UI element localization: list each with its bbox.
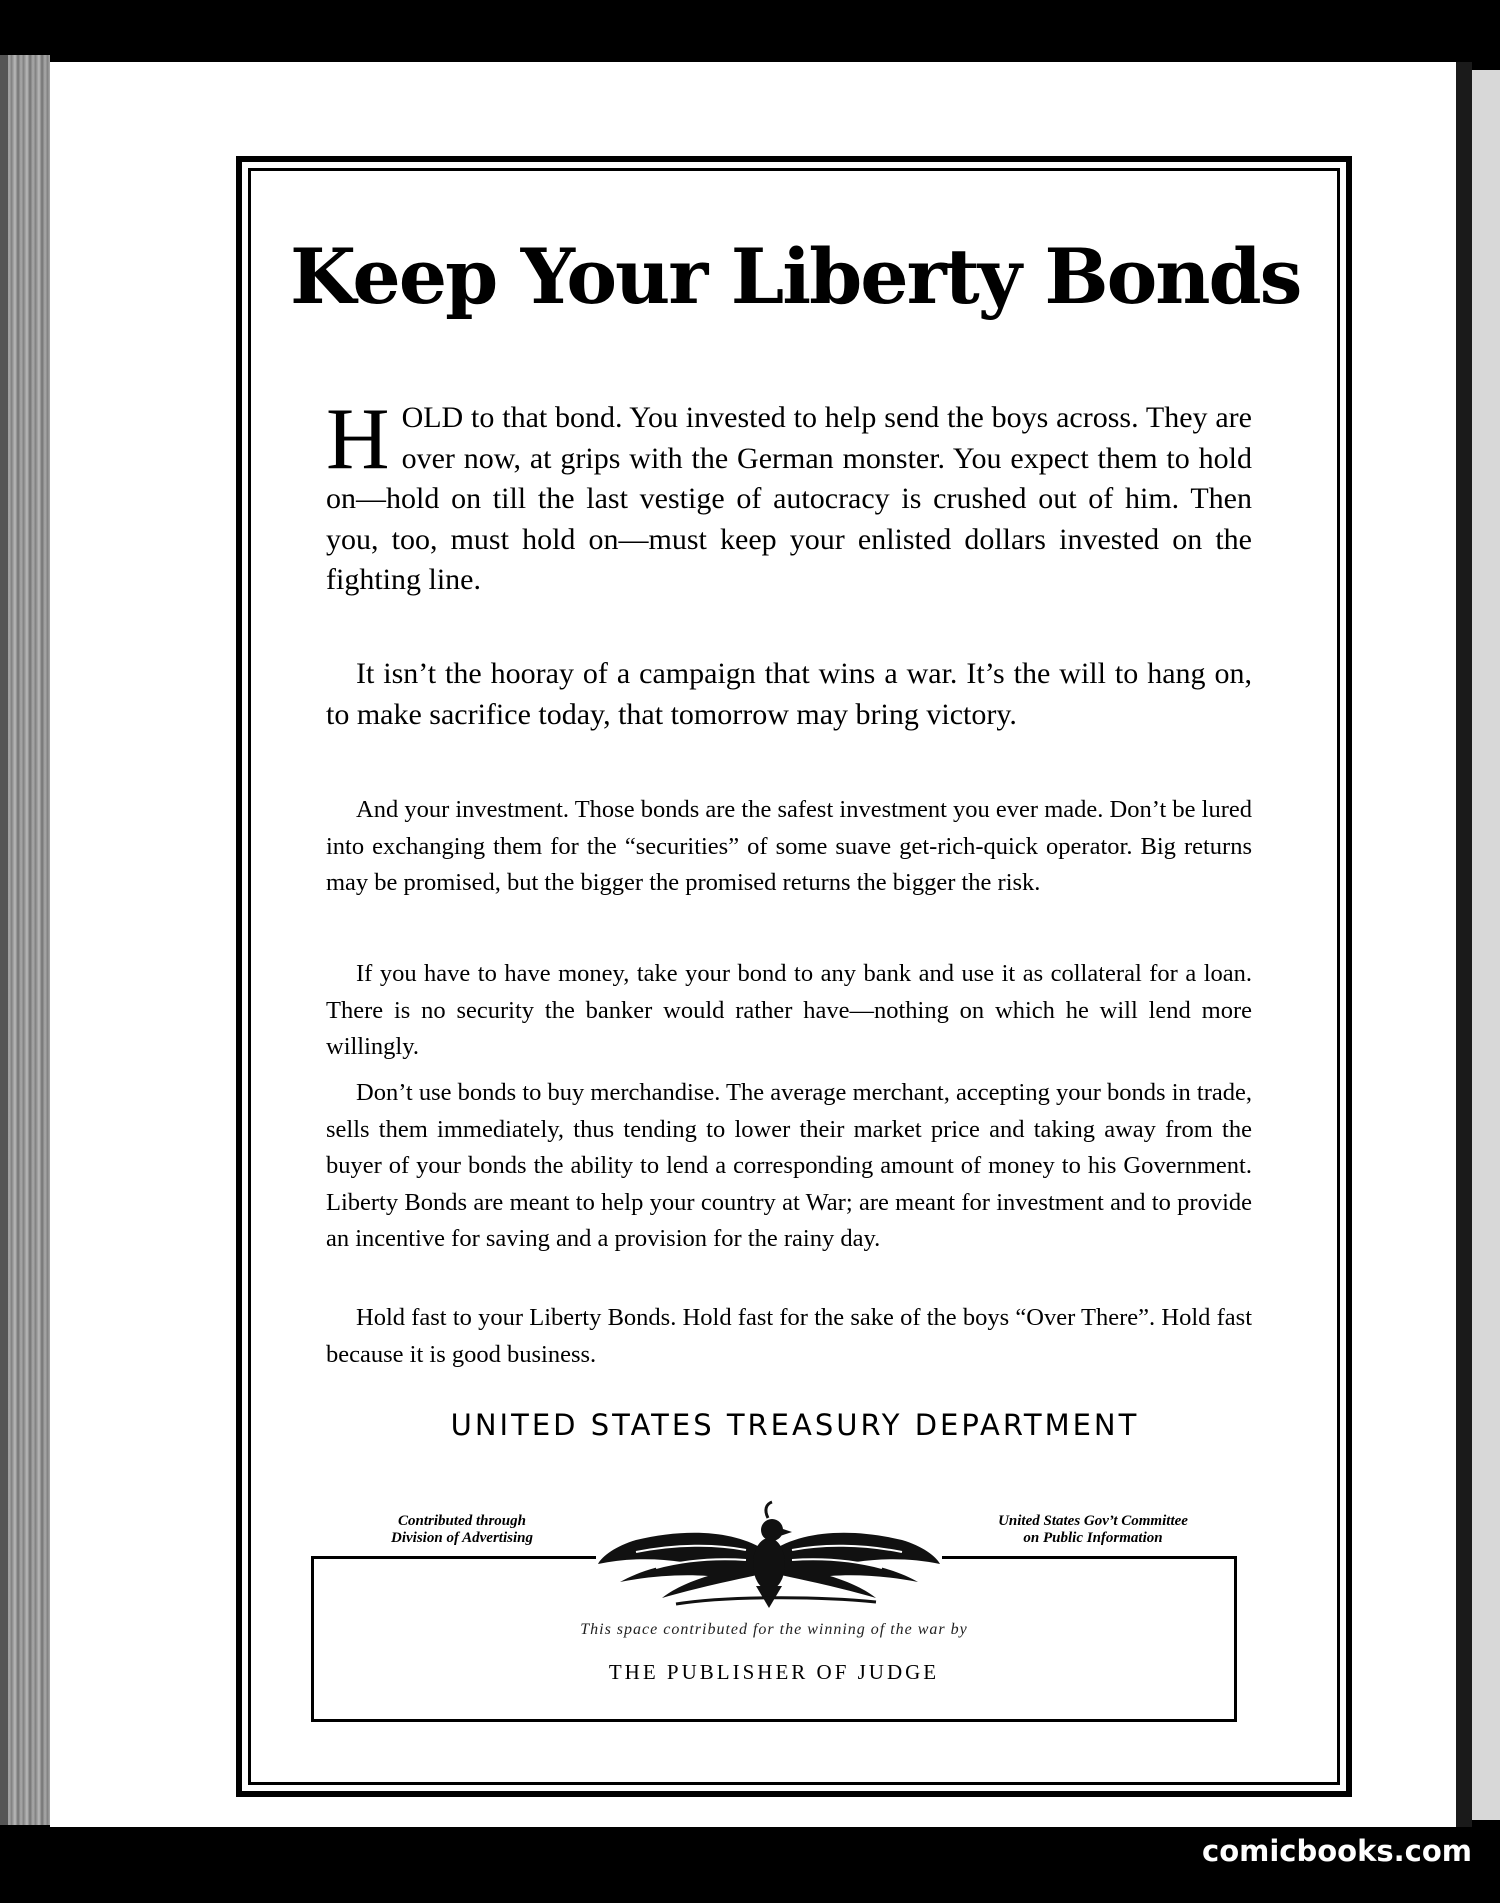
- credit-left-line-2: Division of Advertising: [391, 1530, 533, 1546]
- paragraph-3: And your investment. Those bonds are the safest investment you ever made. Don’t be lured into exchanging them for the “securities” of some suave get-rich-quick operator. Big returns may be promised, but the bigger the promised returns the bigger the risk.: [326, 796, 1252, 896]
- paragraph-1-text: OLD to that bond. You invested to help send the boys across. They are over now, at grips with the German monster. You expect them to hold on—hold on till the last vestige of autocracy is crushed out of him. Then you, too, must hold on—must keep your enlisted dollars invested on the fighting line.: [326, 401, 1252, 596]
- footer-publisher: THE PUBLISHER OF JUDGE: [608, 1660, 940, 1684]
- paragraph-5: Don’t use bonds to buy merchandise. The average merchant, accepting your bonds in trade, sells them immediately, thus tending to lower their market price and taking away from the buyer of your bonds the ability to lend a corresponding amount of money to his Government. Liberty Bonds are meant to help your country at War; are meant for investment and to provide an incentive for saving and a provision for the rainy day.: [326, 1079, 1252, 1252]
- credit-left-line-1: Contributed through: [398, 1513, 526, 1529]
- credit-right-line-1: United States Gov’t Committee: [998, 1513, 1188, 1529]
- book-spine-edge: [0, 55, 8, 1825]
- credit-right-line-2: on Public Information: [1023, 1530, 1163, 1546]
- paragraph-2: It isn’t the hooray of a campaign that wins a war. It’s the will to hang on, to make sacrifice today, that tomorrow may bring victory.: [326, 657, 1252, 731]
- department-signature: UNITED STATES TREASURY DEPARTMENT: [450, 1408, 1140, 1442]
- eagle-icon: [596, 1500, 942, 1610]
- credit-left: [352, 1513, 572, 1547]
- drop-cap: H: [326, 391, 390, 488]
- watermark: comicbooks.com: [1202, 1834, 1472, 1868]
- ad-title: Keep Your Liberty Bonds: [290, 232, 1301, 321]
- paragraph-6: Hold fast to your Liberty Bonds. Hold fast for the sake of the boys “Over There”. Hold fast because it is good business.: [326, 1304, 1252, 1368]
- page-gutter: [1456, 62, 1472, 1827]
- paragraph-1: [326, 391, 1252, 601]
- credit-right: [958, 1513, 1228, 1547]
- next-page-edge: [1472, 70, 1500, 1820]
- footer-note: This space contributed for the winning of the war by: [580, 1621, 968, 1638]
- paragraph-4: If you have to have money, take your bond to any bank and use it as collateral for a loan. There is no security the banker would rather have—nothing on which he will lend more willingly.: [326, 960, 1252, 1060]
